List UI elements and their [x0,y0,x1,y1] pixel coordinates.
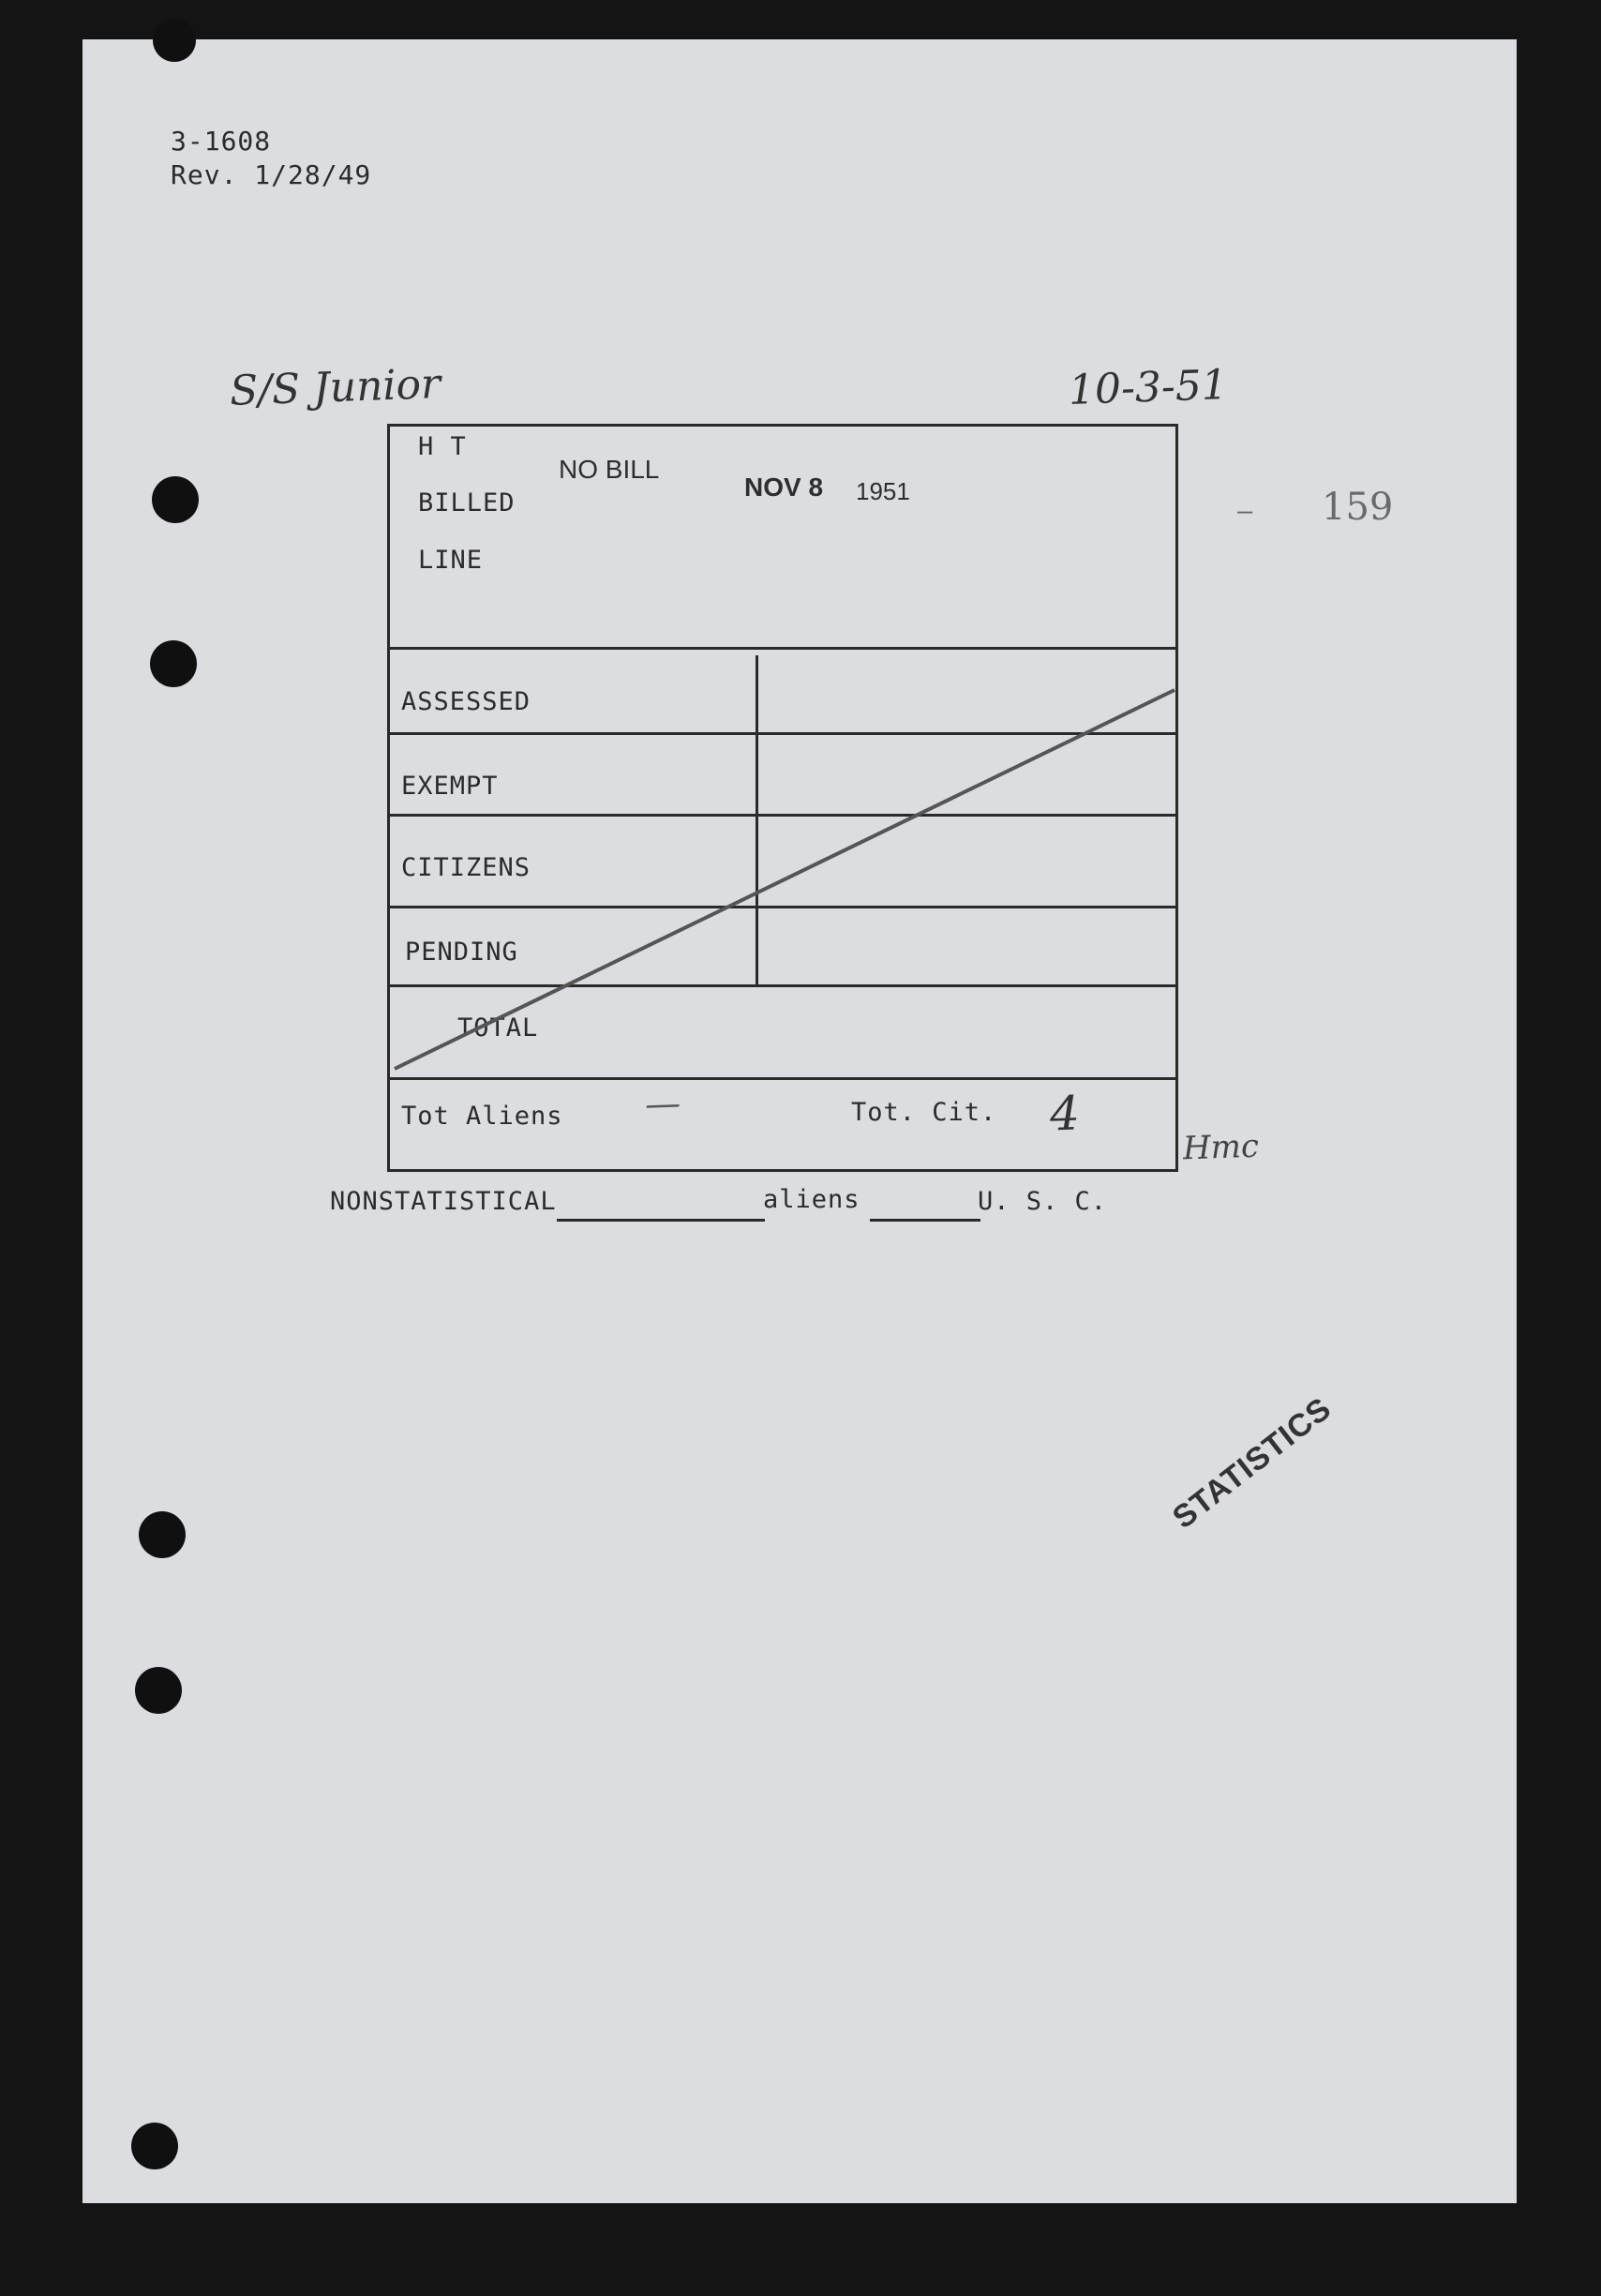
row-citizens: CITIZENS [401,853,531,882]
header-line: LINE [418,546,484,575]
row-total: TOTAL [457,1013,539,1043]
initials: Hmc [1182,1127,1260,1168]
binder-hole [152,476,199,523]
no-bill-stamp: NO BILL [559,455,660,484]
dash-mark: – [1237,497,1254,526]
nonstat-aliens-blank [557,1219,765,1222]
form-revision: Rev. 1/28/49 [171,159,372,190]
nonstat-usc-blank [870,1219,980,1222]
binder-hole [150,640,197,687]
row-pending: PENDING [405,938,518,967]
form-number: 3-1608 [171,126,272,157]
nonstat-usc: U. S. C. [978,1187,1108,1216]
vessel-name: S/S Junior [229,360,441,415]
stamp-year: 1951 [856,477,910,505]
tot-cit-label: Tot. Cit. [851,1098,997,1127]
header-ht: H T [418,432,467,461]
binder-hole [153,19,196,62]
binder-hole [139,1511,186,1558]
nonstat-aliens: aliens [763,1185,860,1214]
page-number: 159 [1322,486,1394,529]
stamp-month-day: NOV 8 [744,473,824,502]
binder-hole [131,2123,178,2169]
statistics-box [387,424,1178,1172]
tot-aliens-value: — [644,1082,681,1125]
nonstat-label: NONSTATISTICAL [330,1187,557,1216]
binder-hole [135,1667,182,1714]
header-billed: BILLED [418,488,516,518]
cancel-line [387,424,1178,1172]
statistics-stamp: STATISTICS [1165,1390,1339,1537]
tot-cit-value: 4 [1048,1086,1081,1142]
handwritten-date: 10-3-51 [1068,361,1229,414]
tot-aliens-label: Tot Aliens [401,1102,563,1131]
row-assessed: ASSESSED [401,687,531,716]
row-exempt: EXEMPT [401,772,499,801]
